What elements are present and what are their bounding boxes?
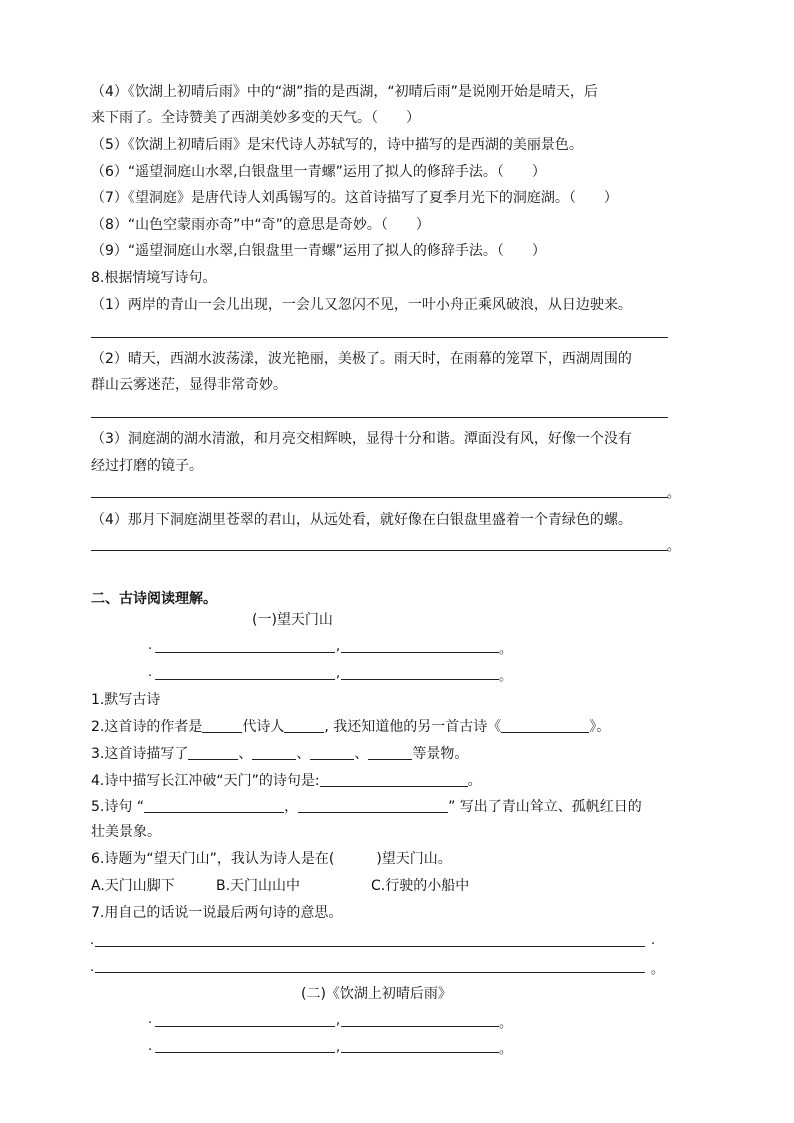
q3-blank-2[interactable]: [252, 744, 296, 760]
q6-option-c[interactable]: C.行驶的小船中: [371, 878, 470, 894]
q2-poet-blank[interactable]: [284, 717, 324, 733]
q8-scene-3a: （3）洞庭湖的湖水清澈，和月亮交相辉映，显得十分和谐。潭面没有风，好像一个没有: [91, 431, 632, 447]
q3-text-a: 3.这首诗描写了: [91, 746, 189, 762]
q3-sep-2: 、: [296, 746, 311, 762]
q8-answer-line-4[interactable]: [91, 550, 668, 551]
poem2-comma-1: ,: [336, 1013, 341, 1028]
q3-sep-1: 、: [238, 746, 253, 762]
q1-text: 1.默写古诗: [91, 692, 161, 708]
q7-answer-line-1[interactable]: [95, 946, 645, 947]
q5-text-a: 5.诗句 “: [91, 799, 145, 815]
poem2-period-2: 。: [499, 1042, 513, 1057]
q6-text: 6.诗题为“望天门山”，我认为诗人是在( )望天门山。: [91, 851, 452, 867]
section-heading: 二、古诗阅读理解。: [91, 591, 217, 607]
poem1-period-1: 。: [499, 642, 513, 657]
poem1-blank-2a[interactable]: [155, 679, 335, 680]
q2-text-a: 2.这首诗的作者是: [91, 719, 203, 735]
q3-blank-1[interactable]: [188, 744, 238, 760]
q7-dot-1: .: [90, 933, 95, 948]
q5-text-b: ，: [284, 799, 299, 815]
q8-answer-3-period: 。: [667, 486, 681, 501]
q2-text-c: , 我还知道他的另一首古诗《: [324, 719, 502, 735]
q3-line: [91, 744, 468, 763]
q3-blank-4[interactable]: [368, 744, 412, 760]
q5-blank-2[interactable]: [298, 797, 448, 813]
q8-scene-1: （1）两岸的青山一会儿出现，一会儿又忽闪不见，一叶小舟正乘风破浪，从日边驶来。: [91, 297, 632, 313]
q8-title: 8.根据情境写诗句。: [91, 270, 217, 286]
poem2-period-1: 。: [499, 1016, 513, 1031]
poem2-blank-1b[interactable]: [341, 1026, 499, 1027]
poem1-dot-1: .: [148, 638, 153, 653]
q8-answer-line-2[interactable]: [91, 417, 668, 418]
q6-option-b[interactable]: B.天门山山中: [216, 878, 301, 894]
poem1-blank-2b[interactable]: [341, 679, 499, 680]
q8-scene-4: （4）那月下洞庭湖里苍翠的君山，从远处看，就好像在白银盘里盛着一个青绿色的螺。: [91, 512, 632, 528]
judgment-item-6: （6）“遥望洞庭山水翠,白银盘里一青螺”运用了拟人的修辞手法。（ ）: [91, 164, 546, 180]
q7-answer-line-2[interactable]: [95, 972, 645, 973]
poem1-period-2: 。: [499, 669, 513, 684]
q2-text-b: 代诗人: [242, 719, 285, 735]
poem1-blank-1a[interactable]: [155, 652, 335, 653]
q4-line: [91, 771, 482, 790]
q8-answer-line-3[interactable]: [91, 497, 668, 498]
poem1-comma-2: ,: [336, 666, 341, 681]
q8-scene-2a: （2）晴天，西湖水波荡漾，波光艳丽，美极了。雨天时，在雨幕的笼罩下，西湖周围的: [91, 351, 632, 367]
q8-answer-4-period: 。: [667, 539, 681, 554]
poem2-blank-1a[interactable]: [155, 1026, 335, 1027]
q8-scene-2b: 群山云雾迷茫，显得非常奇妙。: [91, 377, 287, 393]
q4-text-end: 。: [467, 773, 482, 789]
q6-options: [91, 877, 469, 895]
q3-blank-3[interactable]: [310, 744, 354, 760]
q2-dynasty-blank[interactable]: [202, 717, 242, 733]
q5-continuation: 壮美景象。: [91, 824, 161, 840]
q2-other-poem-blank[interactable]: [501, 717, 589, 733]
poem1-dot-2: .: [148, 665, 153, 680]
judgment-item-8: （8）“山色空蒙雨亦奇”中“奇”的意思是奇妙。（ ）: [91, 217, 430, 233]
poem1-comma-1: ,: [336, 639, 341, 654]
q8-answer-line-1[interactable]: [91, 337, 668, 338]
q6-option-a[interactable]: A.天门山脚下: [91, 878, 175, 894]
q7-dot-2: .: [90, 960, 95, 975]
q4-answer-blank[interactable]: [320, 771, 468, 787]
q8-scene-3b: 经过打磨的镜子。: [91, 458, 203, 474]
poem2-title: (二)《饮湖上初晴后雨》: [301, 986, 452, 1002]
q2-line: [91, 717, 610, 736]
q5-blank-1[interactable]: [144, 797, 284, 813]
q5-text-c: ” 写出了青山耸立、孤帆红日的: [448, 799, 642, 815]
judgment-item-7: （7）《望洞庭》是唐代诗人刘禹锡写的。这首诗描写了夏季月光下的洞庭湖。（ ）: [91, 190, 618, 206]
q2-text-d: 》。: [589, 719, 611, 735]
q4-text-a: 4.诗中描写长江冲破“天门”的诗句是:: [91, 773, 320, 789]
poem1-blank-1b[interactable]: [341, 652, 499, 653]
poem2-dot-1: .: [148, 1012, 153, 1027]
q3-text-end: 等景物。: [412, 746, 469, 762]
q3-sep-3: 、: [354, 746, 369, 762]
judgment-item-4a: （4）《饮湖上初晴后雨》中的“湖”指的是西湖，“初晴后雨”是说刚开始是晴天，后: [91, 84, 598, 100]
poem1-title: (一)望天门山: [252, 612, 333, 628]
q7-dot-1-end: .: [651, 933, 656, 948]
poem2-blank-2a[interactable]: [155, 1052, 335, 1053]
judgment-item-4b: 来下雨了。全诗赞美了西湖美妙多变的天气。（ ）: [91, 110, 420, 126]
q5-line: [91, 797, 642, 816]
q7-text: 7.用自己的话说一说最后两句诗的意思。: [91, 905, 343, 921]
judgment-item-5: （5）《饮湖上初晴后雨》是宋代诗人苏轼写的，诗中描写的是西湖的美丽景色。: [91, 137, 583, 153]
q7-period-2: 。: [651, 962, 665, 977]
poem2-dot-2: .: [148, 1039, 153, 1054]
judgment-item-9: （9）“遥望洞庭山水翠,白银盘里一青螺”运用了拟人的修辞手法。（ ）: [91, 243, 546, 259]
poem2-blank-2b[interactable]: [341, 1052, 499, 1053]
poem2-comma-2: ,: [336, 1040, 341, 1055]
